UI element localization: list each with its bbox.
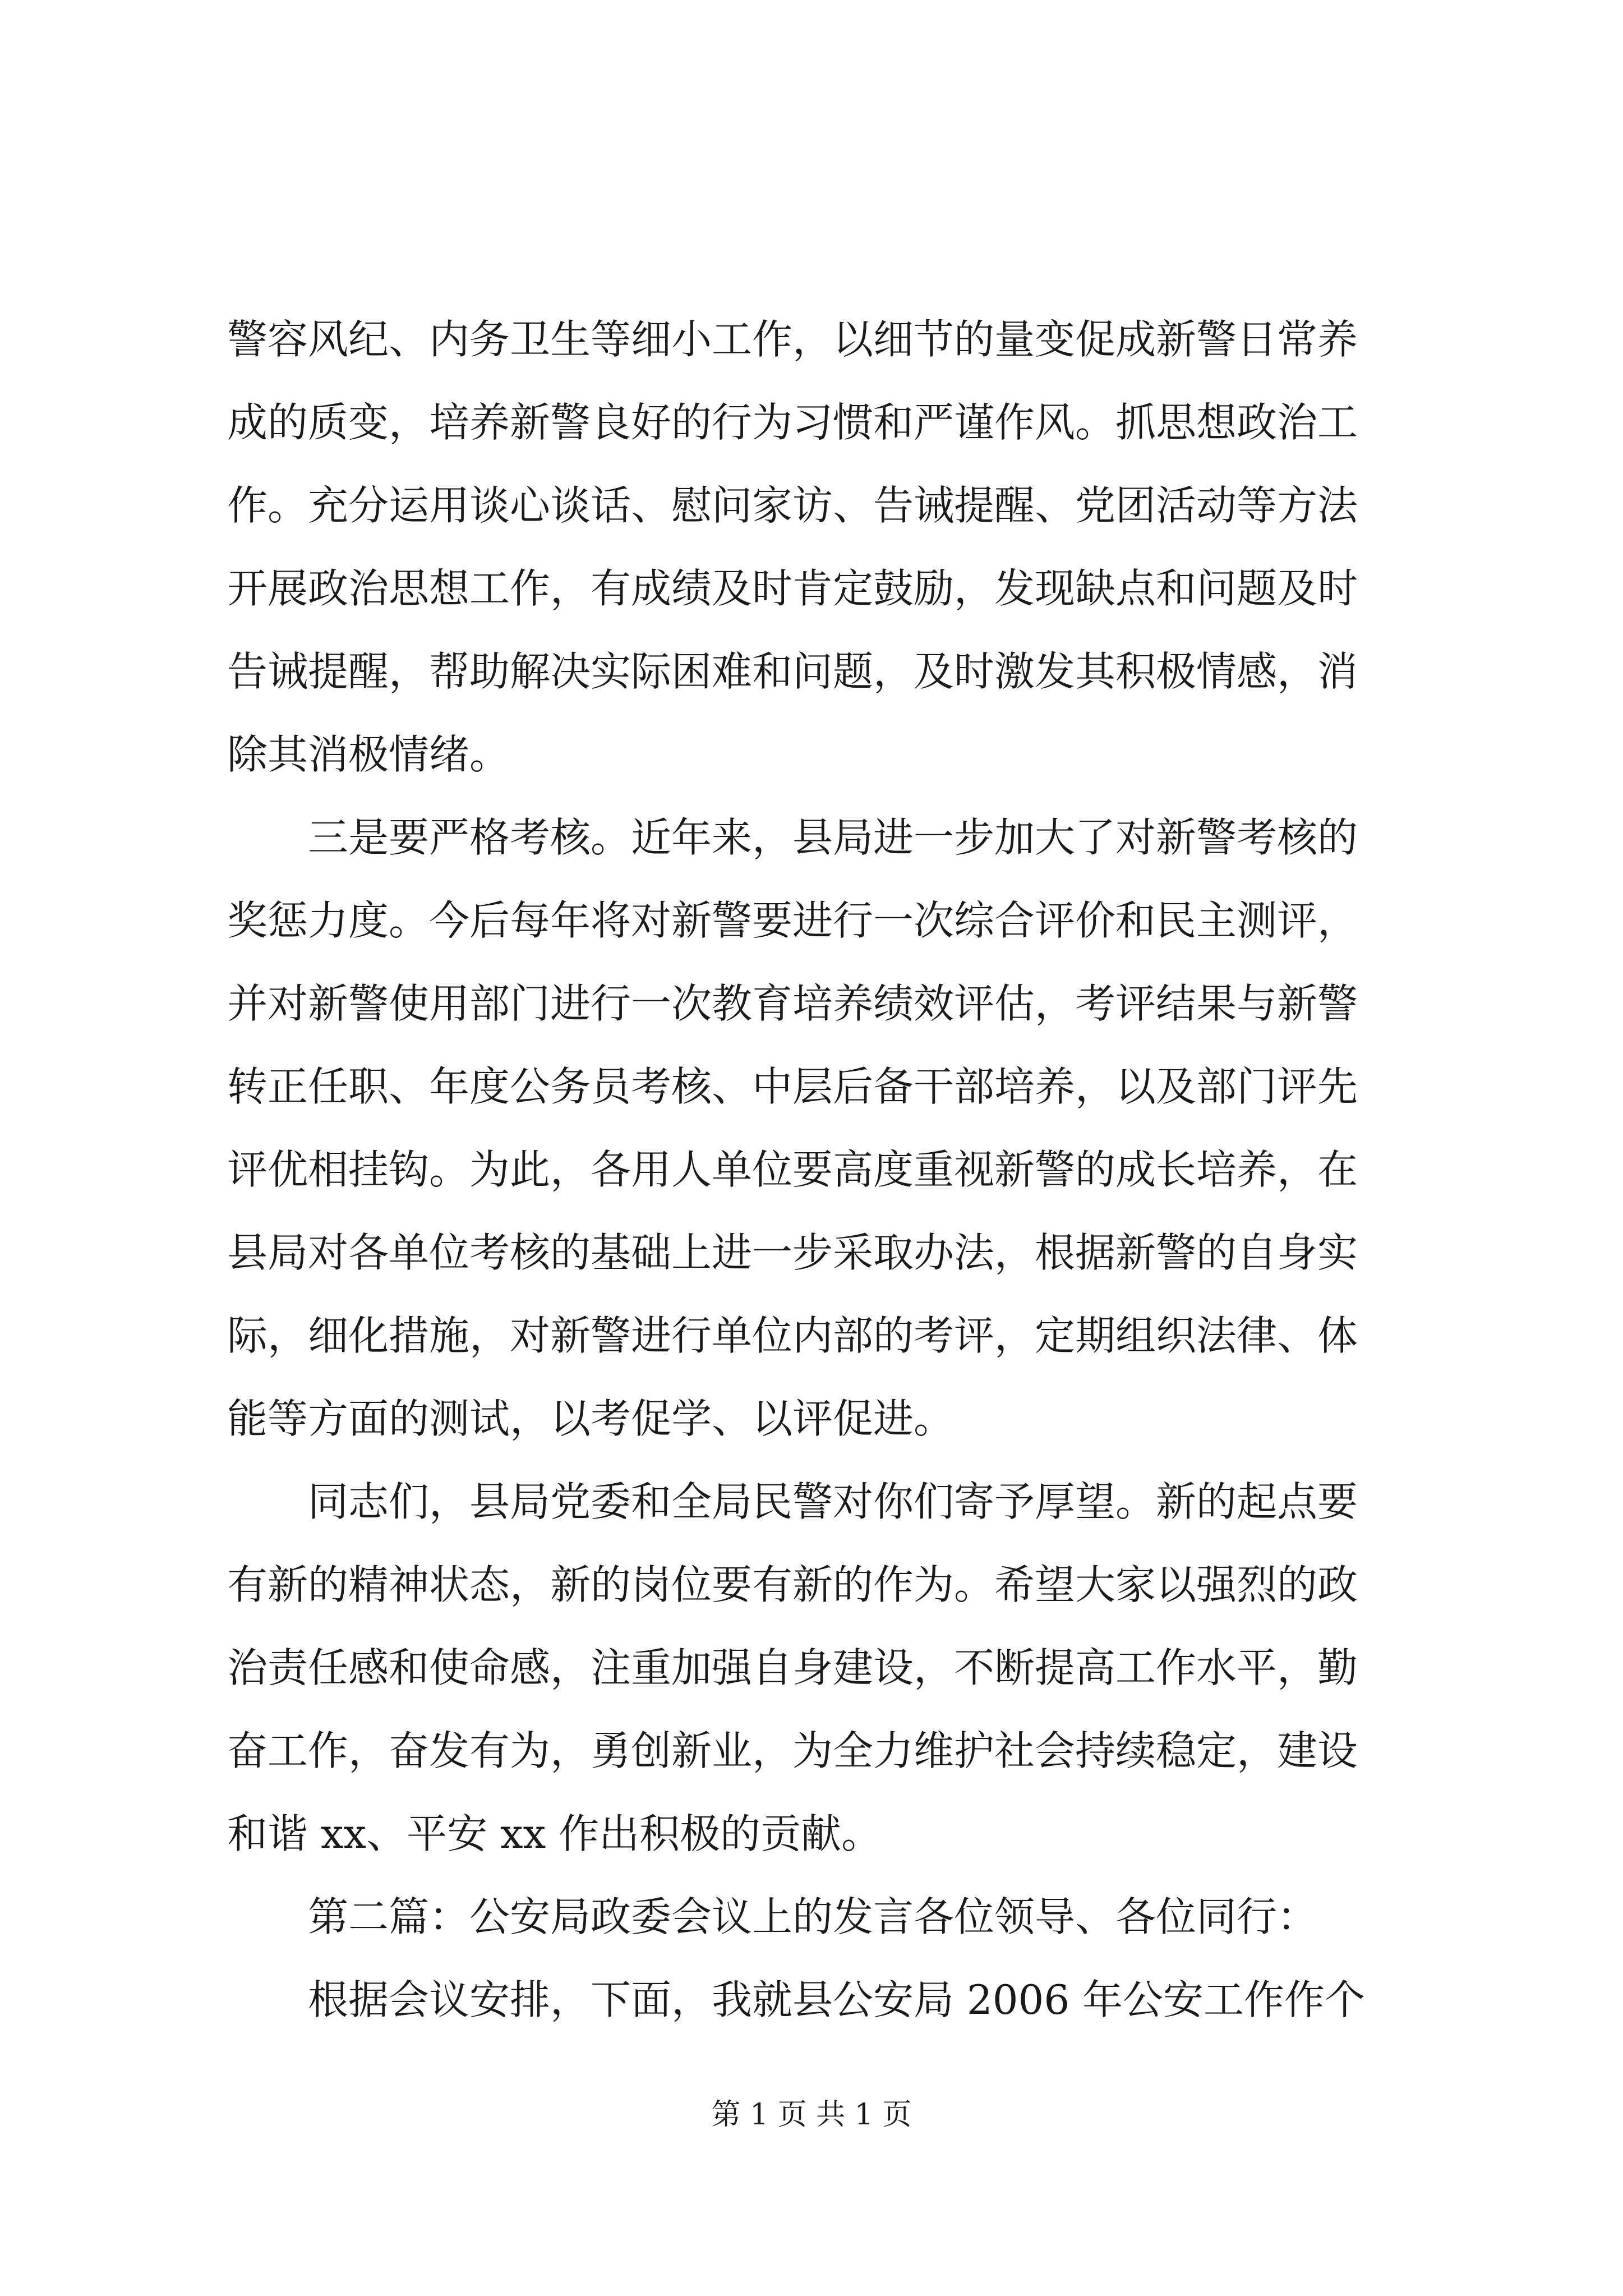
text-line	[0, 546, 1623, 631]
text-line	[0, 961, 1623, 1046]
text-line-content: 奋工作，奋发有为，勇创新业，为全力维护社会持续稳定，建设	[227, 1727, 1358, 1774]
text-line-content: 能等方面的测试，以考促学、以评促进。	[227, 1395, 955, 1442]
text-line-content: 成的质变，培养新警良好的行为习惯和严谨作风。抓思想政治工	[227, 399, 1358, 446]
text-line-content: 作。充分运用谈心谈话、慰问家访、告诫提醒、党团活动等方法	[227, 482, 1358, 529]
text-line-content: 除其消极情绪。	[227, 731, 510, 778]
section-heading-line	[0, 1875, 1623, 1959]
text-line-content: 告诫提醒，帮助解决实际困难和问题，及时激发其积极情感，消	[227, 648, 1358, 695]
text-line	[0, 1543, 1623, 1627]
text-line	[0, 1045, 1623, 1129]
text-line	[0, 380, 1623, 464]
text-line-content: 际，细化措施，对新警进行单位内部的考评，定期组织法律、体	[227, 1312, 1358, 1359]
text-line	[0, 1792, 1623, 1876]
text-line-content: 三是要严格考核。近年来，县局进一步加大了对新警考核的	[308, 814, 1358, 861]
text-line-content: 开展政治思想工作，有成绩及时肯定鼓励，发现缺点和问题及时	[227, 565, 1358, 612]
text-line	[0, 1294, 1623, 1378]
text-line-content: 转正任职、年度公务员考核、中层后备干部培养，以及部门评先	[227, 1063, 1358, 1110]
text-line	[0, 1377, 1623, 1461]
text-line	[0, 1211, 1623, 1295]
text-line-content: 同志们，县局党委和全局民警对你们寄予厚望。新的起点要	[308, 1478, 1358, 1525]
text-line	[0, 1709, 1623, 1793]
text-line-content: 并对新警使用部门进行一次教育培养绩效评估，考评结果与新警	[227, 980, 1358, 1027]
text-line-content: 评优相挂钩。为此，各用人单位要高度重视新警的成长培养，在	[227, 1146, 1358, 1193]
text-line-content: 县局对各单位考核的基础上进一步采取办法，根据新警的自身实	[227, 1229, 1358, 1276]
text-line	[0, 878, 1623, 963]
text-line	[0, 712, 1623, 797]
text-line	[0, 1626, 1623, 1710]
text-line-content: 第二篇：公安局政委会议上的发言各位领导、各位同行：	[308, 1893, 1318, 1940]
text-line-content: 治责任感和使命感，注重加强自身建设，不断提高工作水平，勤	[227, 1644, 1358, 1691]
paragraph-first-line	[0, 795, 1623, 880]
text-line-content: 奖惩力度。今后每年将对新警要进行一次综合评价和民主测评，	[227, 897, 1358, 944]
text-line-content: 有新的精神状态，新的岗位要有新的作为。希望大家以强烈的政	[227, 1561, 1358, 1608]
text-line	[0, 629, 1623, 714]
text-line-content: 和谐 xx、平安 xx 作出积极的贡献。	[227, 1810, 882, 1857]
text-line-content: 警容风纪、内务卫生等细小工作，以细节的量变促成新警日常养	[227, 316, 1358, 363]
text-line	[0, 1128, 1623, 1212]
paragraph-first-line	[0, 1460, 1623, 1544]
text-line-content: 根据会议安排，下面，我就县公安局 2006 年公安工作作个	[308, 1976, 1366, 2023]
text-line	[0, 297, 1623, 381]
text-line	[0, 463, 1623, 547]
page-footer: 第 1 页 共 1 页	[711, 2098, 912, 2132]
paragraph-first-line	[0, 1958, 1623, 2042]
